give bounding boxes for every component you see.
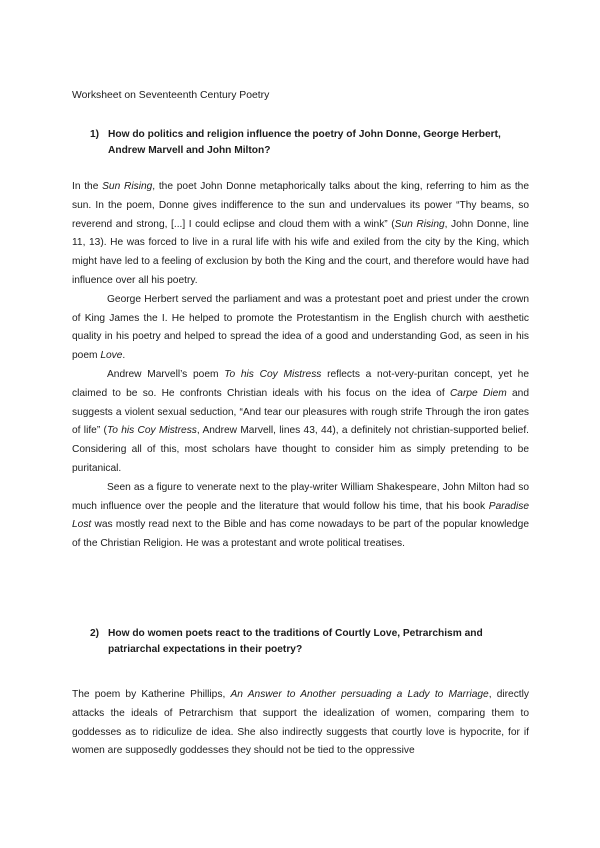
- question-1-number: 1): [90, 129, 100, 140]
- paragraph-milton: Seen as a figure to venerate next to the play-writer William Shakespeare, John Milton had so much influence over the people and the literature that would follow his time, that his book Paradise Lost was mostly read next to the Bible and has come nowadays to be part of the popular knowledge of the Christian Religion. He was a protestant and wrote political treatises.: [72, 481, 529, 550]
- phrase-carpe-diem: Carpe Diem: [449, 387, 507, 399]
- poem-title: Love: [100, 350, 123, 362]
- paragraph-phillips: The poem by Katherine Phillips, An Answer to Another persuading a Lady to Marriage, directly attacks the ideals of Petrarchism that support the idealization of women, comparing them to goddesses as to ridiculize de idea. She also indirectly suggests that courtly love is hypocrite, for if women are supposedly goddesses they should not be tied to the oppressive: [72, 689, 529, 757]
- question-2-text: How do women poets react to the traditions of Courtly Love, Petrarchism and patriarchal expectations in their poetry?: [108, 628, 483, 655]
- poem-title: Sun Rising: [394, 218, 445, 230]
- poem-title: To his Coy Mistress: [224, 368, 322, 380]
- poem-title: An Answer to Another persuading a Lady to Marriage: [230, 689, 489, 700]
- paragraph-marvell: Andrew Marvell’s poem To his Coy Mistress reflects a not-very-puritan concept, yet he claimed to be so. He confronts Christian ideals with his focus on the idea of Carpe Diem and suggests a violent sexual seduction, “And tear our pleasures with rough strife Through the iron gates of life” (To his Coy Mistress, Andrew Marvell, lines 43, 44), a definitely not christian-supported belief. Considering all of this, most scholars have thought to consider him as simply pretending to be puritanical.: [72, 368, 530, 474]
- question-2: [90, 626, 530, 658]
- section-1-body: [72, 178, 529, 554]
- section-2-body: [72, 686, 529, 761]
- document-title: Worksheet on Seventeenth Century Poetry: [72, 90, 270, 101]
- question-1-text: How do politics and religion influence the poetry of John Donne, George Herbert, Andrew Marvell and John Milton?: [108, 129, 501, 156]
- poem-title: Sun Rising: [102, 181, 153, 192]
- poem-title: To his Coy Mistress: [106, 425, 197, 437]
- question-1: [90, 127, 530, 159]
- paragraph-herbert: George Herbert served the parliament and was a protestant poet and priest under the crown of King James the I. He helped to promote the Protestantism in the English church with aesthetic quality in his poetry and helped to spread the idea of a good and understanding God, as seen in his poem Love.: [72, 293, 529, 362]
- paragraph-donne: In the Sun Rising, the poet John Donne metaphorically talks about the king, referring to him as the sun. In the poem, Donne gives indifference to the sun and undervalues its power “Thy beams, so reverend and strong, [...] I could eclipse and cloud them with a wink” (Sun Rising, John Donne, line 11, 13). He was forced to live in a rural life with his wife and exiled from the city by the King, which might have led to a feeling of exclusion by both the King and the court, and therefore would have had influence over all his poetry.: [72, 181, 529, 286]
- question-2-number: 2): [90, 628, 100, 639]
- book-title: Paradise Lost: [72, 500, 529, 531]
